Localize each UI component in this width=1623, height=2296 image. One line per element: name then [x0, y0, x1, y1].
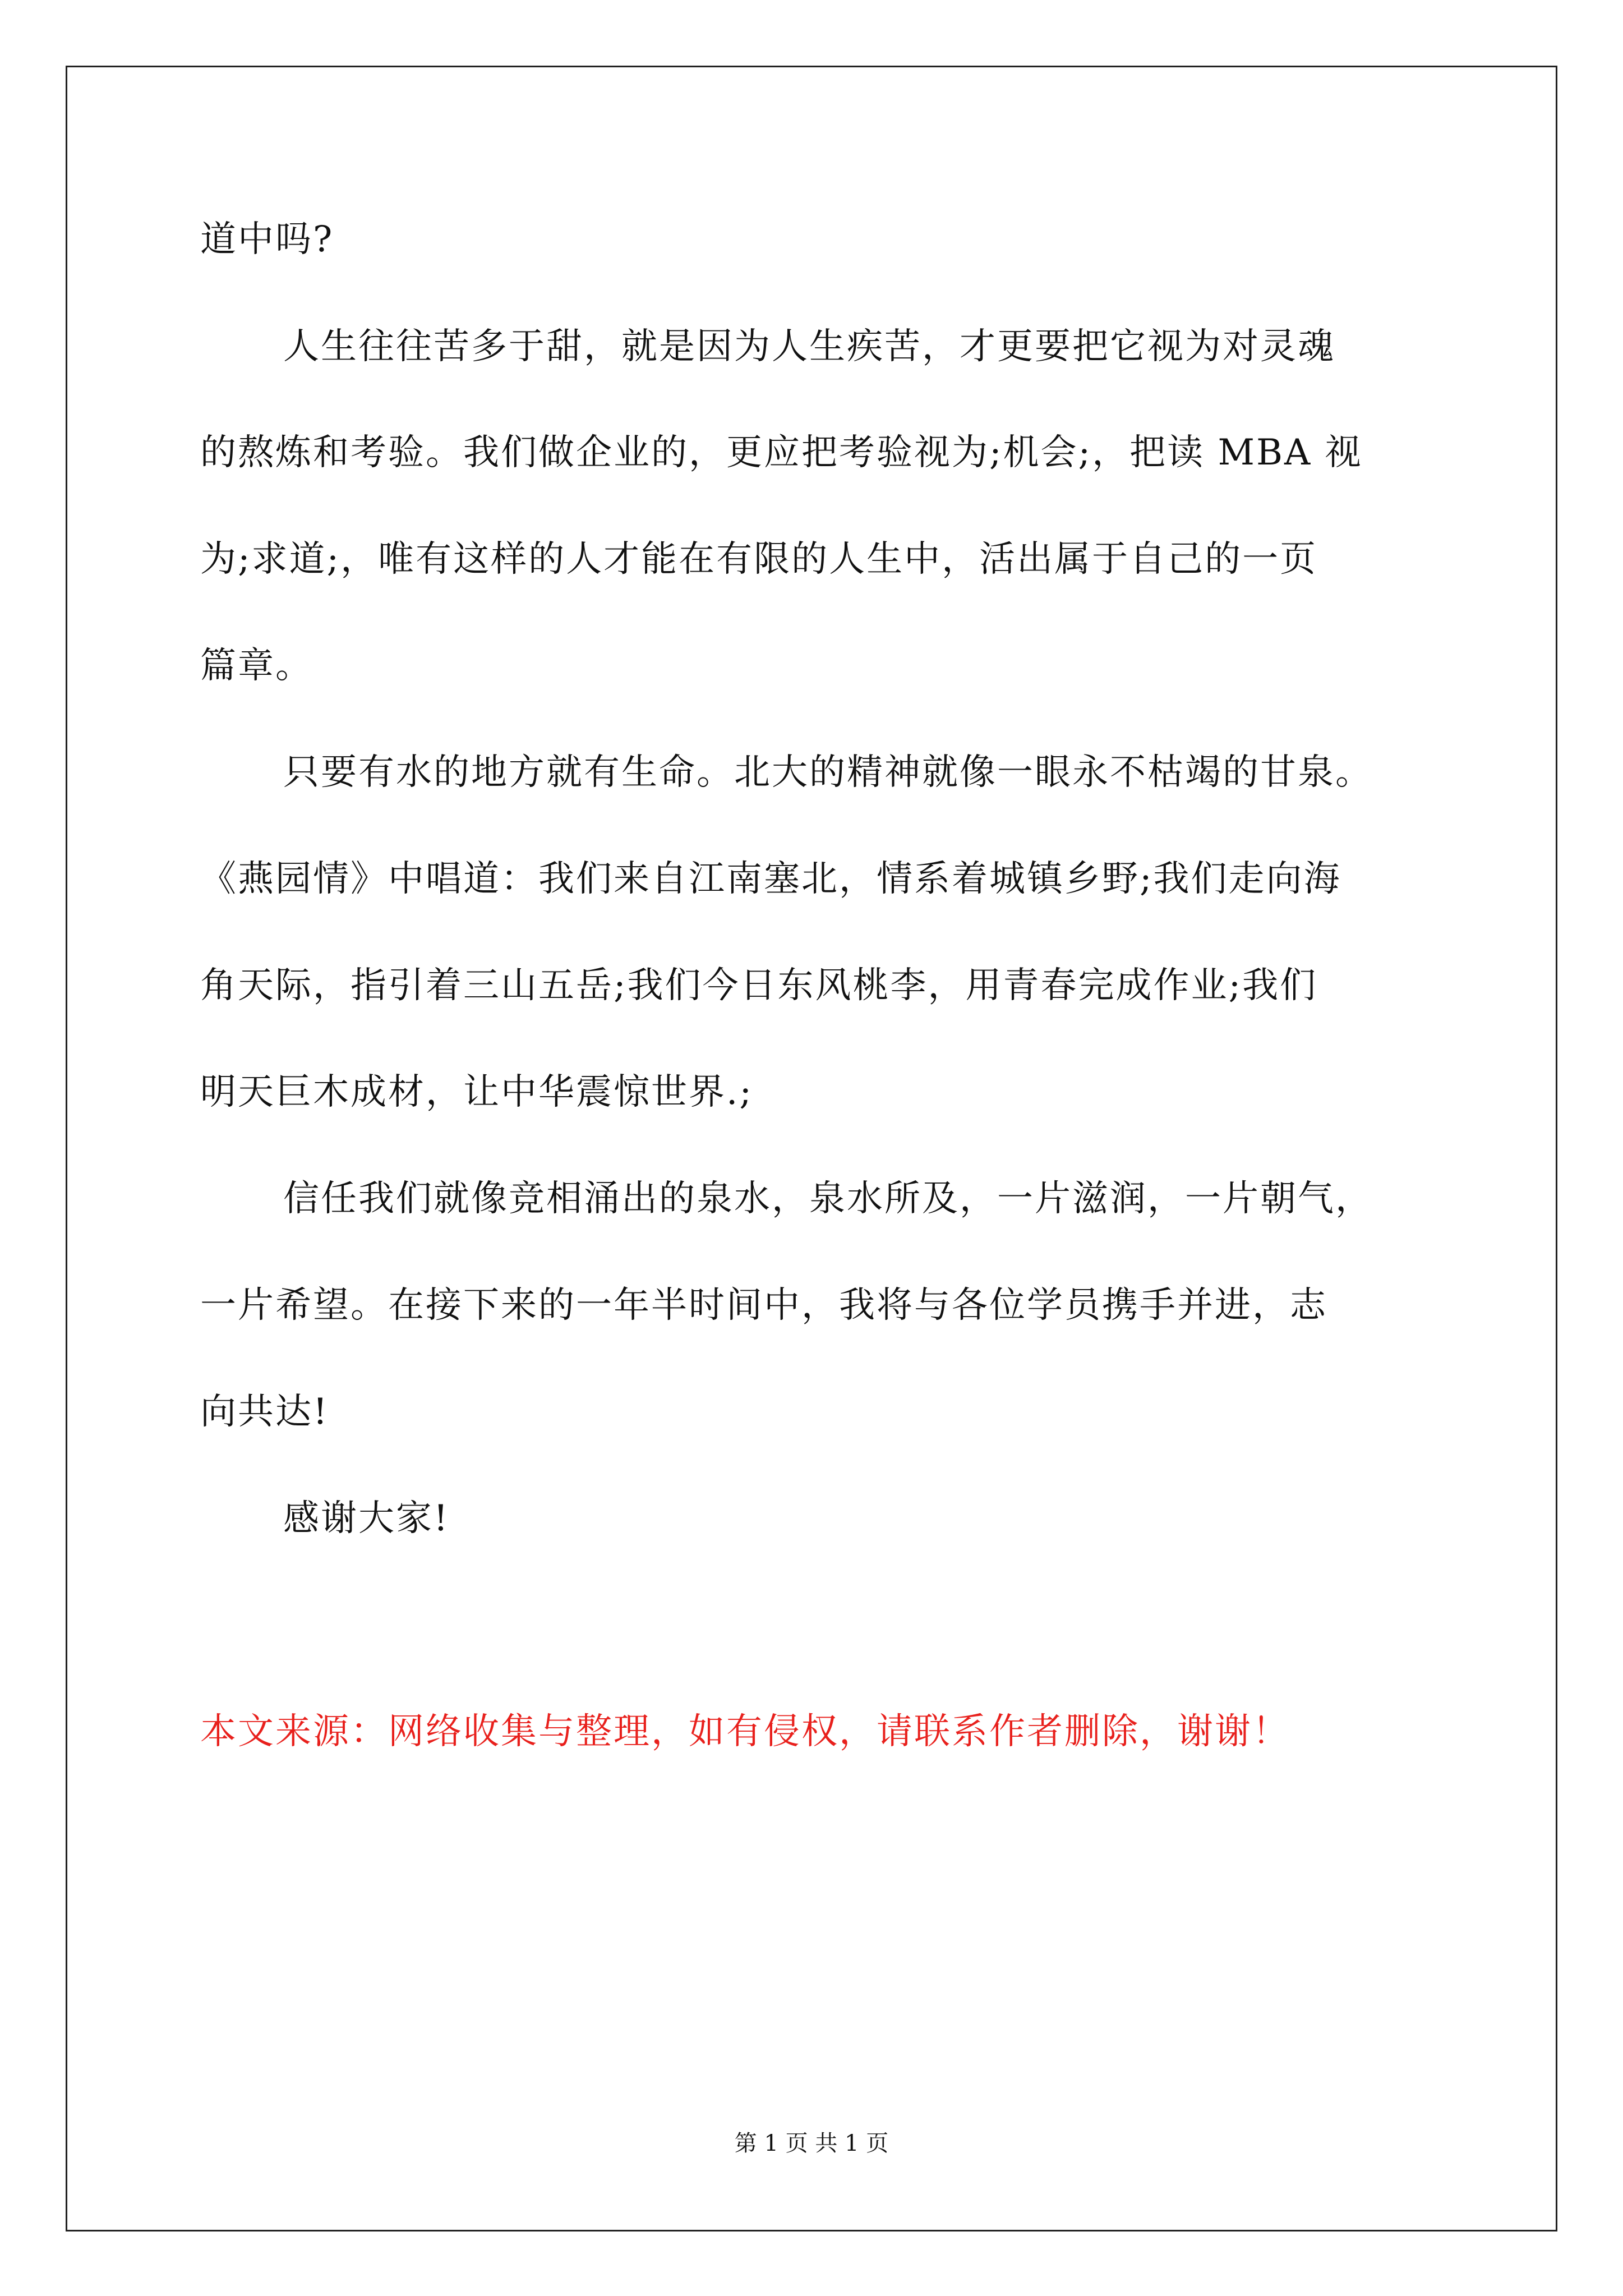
source-note: 本文来源：网络收集与整理，如有侵权，请联系作者删除，谢谢！: [200, 1711, 1290, 1752]
text-line: 为;求道;，唯有这样的人才能在有限的人生中，活出属于自己的一页: [200, 539, 1318, 580]
text-line: 角天际，指引着三山五岳;我们今日东风桃李，用青春完成作业;我们: [200, 965, 1318, 1006]
paragraph-line: 只要有水的地方就有生命。北大的精神就像一眼永不枯竭的甘泉。: [283, 752, 1373, 793]
text-line: 道中吗?: [200, 219, 334, 260]
text-line: 的熬炼和考验。我们做企业的，更应把考验视为;机会;，把读 MBA 视: [200, 432, 1363, 473]
text-line: 明天巨木成材，让中华震惊世界.;: [200, 1071, 753, 1113]
text-line: 《燕园情》中唱道：我们来自江南塞北，情系着城镇乡野;我们走向海: [200, 858, 1341, 900]
text-line: 篇章。: [200, 645, 313, 687]
page-frame: [66, 66, 1557, 2231]
page-number-footer: 第 1 页 共 1 页: [734, 2131, 889, 2156]
paragraph-line: 感谢大家!: [283, 1498, 450, 1539]
text-line: 一片希望。在接下来的一年半时间中，我将与各位学员携手并进，志: [200, 1285, 1327, 1326]
paragraph-line: 人生往往苦多于甜，就是因为人生疾苦，才更要把它视为对灵魂: [283, 326, 1335, 367]
paragraph-line: 信任我们就像竞相涌出的泉水，泉水所及，一片滋润，一片朝气，: [283, 1178, 1373, 1220]
text-line: 向共达!: [200, 1391, 329, 1433]
